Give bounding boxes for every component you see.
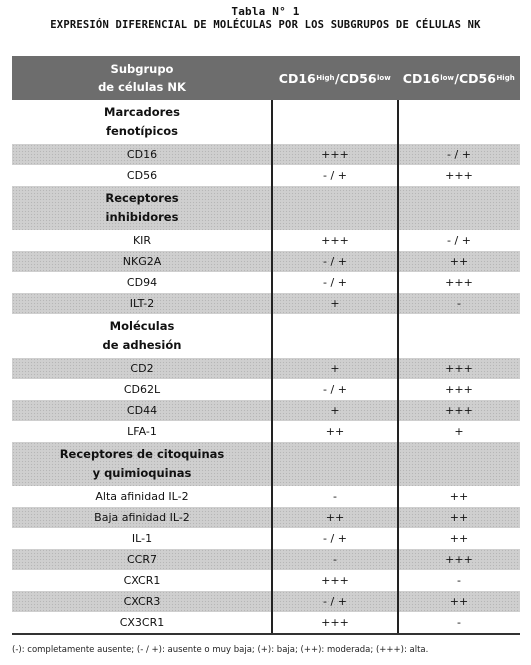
molecule-label: CD94 bbox=[126, 276, 158, 289]
cd16low-cd56high-value bbox=[398, 186, 520, 230]
table-row bbox=[12, 165, 520, 186]
cd16low-cd56high-value bbox=[398, 100, 520, 144]
header-col2-main: CD16 bbox=[278, 70, 316, 86]
cd16low-cd56high-value: ++ bbox=[449, 511, 469, 524]
header-col3-main: CD16 bbox=[402, 70, 440, 86]
section-label-line: Receptores de citoquinas bbox=[59, 447, 225, 461]
section-row bbox=[12, 186, 520, 230]
molecule-label: CXCR1 bbox=[123, 574, 161, 587]
cd16low-cd56high-value bbox=[398, 314, 520, 358]
section-label-line: Moléculas bbox=[109, 319, 175, 333]
column-divider bbox=[271, 100, 273, 633]
table-row bbox=[12, 507, 520, 528]
section-row bbox=[12, 100, 520, 144]
cd16low-cd56high-value: +++ bbox=[445, 404, 473, 417]
header-col3-sup1: low bbox=[440, 74, 454, 82]
table-row bbox=[12, 400, 520, 421]
cd16high-cd56low-value: +++ bbox=[321, 616, 349, 629]
molecule-label: CX3CR1 bbox=[119, 616, 165, 629]
header-col2-sup1: High bbox=[316, 74, 335, 82]
molecule-label: CCR7 bbox=[126, 553, 157, 566]
table-row bbox=[12, 272, 520, 293]
section-row bbox=[12, 442, 520, 486]
cd16low-cd56high-value: - / + bbox=[447, 234, 471, 247]
cd16low-cd56high-value: +++ bbox=[445, 383, 473, 396]
molecule-label: ILT-2 bbox=[129, 297, 155, 310]
header-cd16low-cd56high bbox=[398, 56, 520, 100]
cd16high-cd56low-value: ++ bbox=[325, 511, 345, 524]
table-bottom-rule bbox=[12, 633, 520, 635]
cd16high-cd56low-value: - / + bbox=[323, 532, 347, 545]
section-row bbox=[12, 314, 520, 358]
molecule-label: KIR bbox=[132, 234, 152, 247]
cd16high-cd56low-value: ++ bbox=[325, 425, 345, 438]
cd16low-cd56high-value: ++ bbox=[449, 532, 469, 545]
table-row bbox=[12, 251, 520, 272]
cd16low-cd56high-value: + bbox=[454, 425, 464, 438]
table-row bbox=[12, 144, 520, 165]
table-row bbox=[12, 591, 520, 612]
header-col1-line2: de células NK bbox=[98, 80, 186, 94]
cd16high-cd56low-value: - bbox=[333, 490, 337, 503]
cd16low-cd56high-value: +++ bbox=[445, 169, 473, 182]
header-col2-mid: /CD56 bbox=[335, 70, 377, 86]
header-col3-sup2: High bbox=[496, 74, 515, 82]
table-footnote: (-): completamente ausente; (- / +): ausente o muy baja; (+): baja; (++): moderada; (+++): alta. bbox=[12, 645, 429, 655]
cd16high-cd56low-value bbox=[272, 186, 398, 230]
cd16high-cd56low-value: - / + bbox=[323, 383, 347, 396]
header-nk-subgroup bbox=[12, 56, 272, 100]
cd16high-cd56low-value: + bbox=[330, 297, 340, 310]
molecule-label: Alta afinidad IL-2 bbox=[95, 490, 189, 503]
cd16high-cd56low-value: + bbox=[330, 404, 340, 417]
molecule-label: CD56 bbox=[126, 169, 158, 182]
section-label-lines bbox=[104, 103, 180, 141]
cd16high-cd56low-value bbox=[272, 314, 398, 358]
header-col2-sup2: low bbox=[377, 74, 391, 82]
molecule-label: LFA-1 bbox=[127, 425, 157, 438]
cd16high-cd56low-value: - / + bbox=[323, 255, 347, 268]
cd16low-cd56high-value: ++ bbox=[449, 490, 469, 503]
table-row bbox=[12, 486, 520, 507]
section-label-line: fenotípicos bbox=[105, 124, 179, 138]
table-row bbox=[12, 230, 520, 251]
section-label-lines bbox=[60, 445, 225, 483]
table-row bbox=[12, 570, 520, 591]
cd16low-cd56high-value bbox=[398, 442, 520, 486]
cd16low-cd56high-value: - bbox=[457, 574, 461, 587]
cd16low-cd56high-value: - / + bbox=[447, 148, 471, 161]
cd16low-cd56high-value: +++ bbox=[445, 276, 473, 289]
molecule-label: CD2 bbox=[130, 362, 154, 375]
cd16low-cd56high-value: +++ bbox=[445, 553, 473, 566]
header-col1-line1: Subgrupo bbox=[110, 62, 174, 76]
cd16low-cd56high-value: ++ bbox=[449, 255, 469, 268]
molecule-label: CXCR3 bbox=[123, 595, 161, 608]
column-divider bbox=[397, 100, 399, 633]
section-label bbox=[12, 186, 272, 230]
cd16high-cd56low-value: +++ bbox=[321, 234, 349, 247]
section-label bbox=[12, 314, 272, 358]
header-col3-mid: /CD56 bbox=[454, 70, 496, 86]
table-row bbox=[12, 549, 520, 570]
table-row bbox=[12, 421, 520, 442]
section-label-lines bbox=[103, 317, 182, 355]
cd16high-cd56low-value: +++ bbox=[321, 148, 349, 161]
section-label-line: de adhesión bbox=[102, 338, 182, 352]
table-header bbox=[12, 56, 520, 100]
cd16high-cd56low-value: + bbox=[330, 362, 340, 375]
section-label-line: Marcadores bbox=[104, 105, 180, 119]
table-title: Tabla N° 1 bbox=[231, 5, 300, 18]
molecule-label: Baja afinidad IL-2 bbox=[94, 511, 190, 524]
cd16high-cd56low-value: - / + bbox=[323, 276, 347, 289]
section-label-line: y quimioquinas bbox=[92, 466, 192, 480]
section-label-lines bbox=[105, 189, 178, 227]
section-label bbox=[12, 100, 272, 144]
cd16high-cd56low-value: - / + bbox=[323, 169, 347, 182]
section-label bbox=[12, 442, 272, 486]
cd16low-cd56high-value: - bbox=[457, 297, 461, 310]
molecule-label: CD44 bbox=[126, 404, 158, 417]
table-row bbox=[12, 612, 520, 633]
cd16low-cd56high-value: - bbox=[457, 616, 461, 629]
molecule-label: CD62L bbox=[123, 383, 161, 396]
section-label-line: Receptores bbox=[105, 191, 179, 205]
cd16high-cd56low-value bbox=[272, 442, 398, 486]
cd16high-cd56low-value: - / + bbox=[323, 595, 347, 608]
table-row bbox=[12, 293, 520, 314]
table-row bbox=[12, 358, 520, 379]
cd16high-cd56low-value: +++ bbox=[321, 574, 349, 587]
table-row bbox=[12, 379, 520, 400]
table-row bbox=[12, 528, 520, 549]
table-subtitle: EXPRESIÓN DIFERENCIAL DE MOLÉCULAS POR LOS SUBGRUPOS DE CÉLULAS NK bbox=[50, 19, 481, 31]
molecule-label: IL-1 bbox=[131, 532, 153, 545]
cd16low-cd56high-value: ++ bbox=[449, 595, 469, 608]
molecule-label: NKG2A bbox=[122, 255, 162, 268]
cd16low-cd56high-value: +++ bbox=[445, 362, 473, 375]
cd16high-cd56low-value bbox=[272, 100, 398, 144]
header-cd16high-cd56low bbox=[272, 56, 398, 100]
cd16high-cd56low-value: - bbox=[333, 553, 337, 566]
molecule-label: CD16 bbox=[126, 148, 158, 161]
section-label-line: inhibidores bbox=[105, 210, 179, 224]
